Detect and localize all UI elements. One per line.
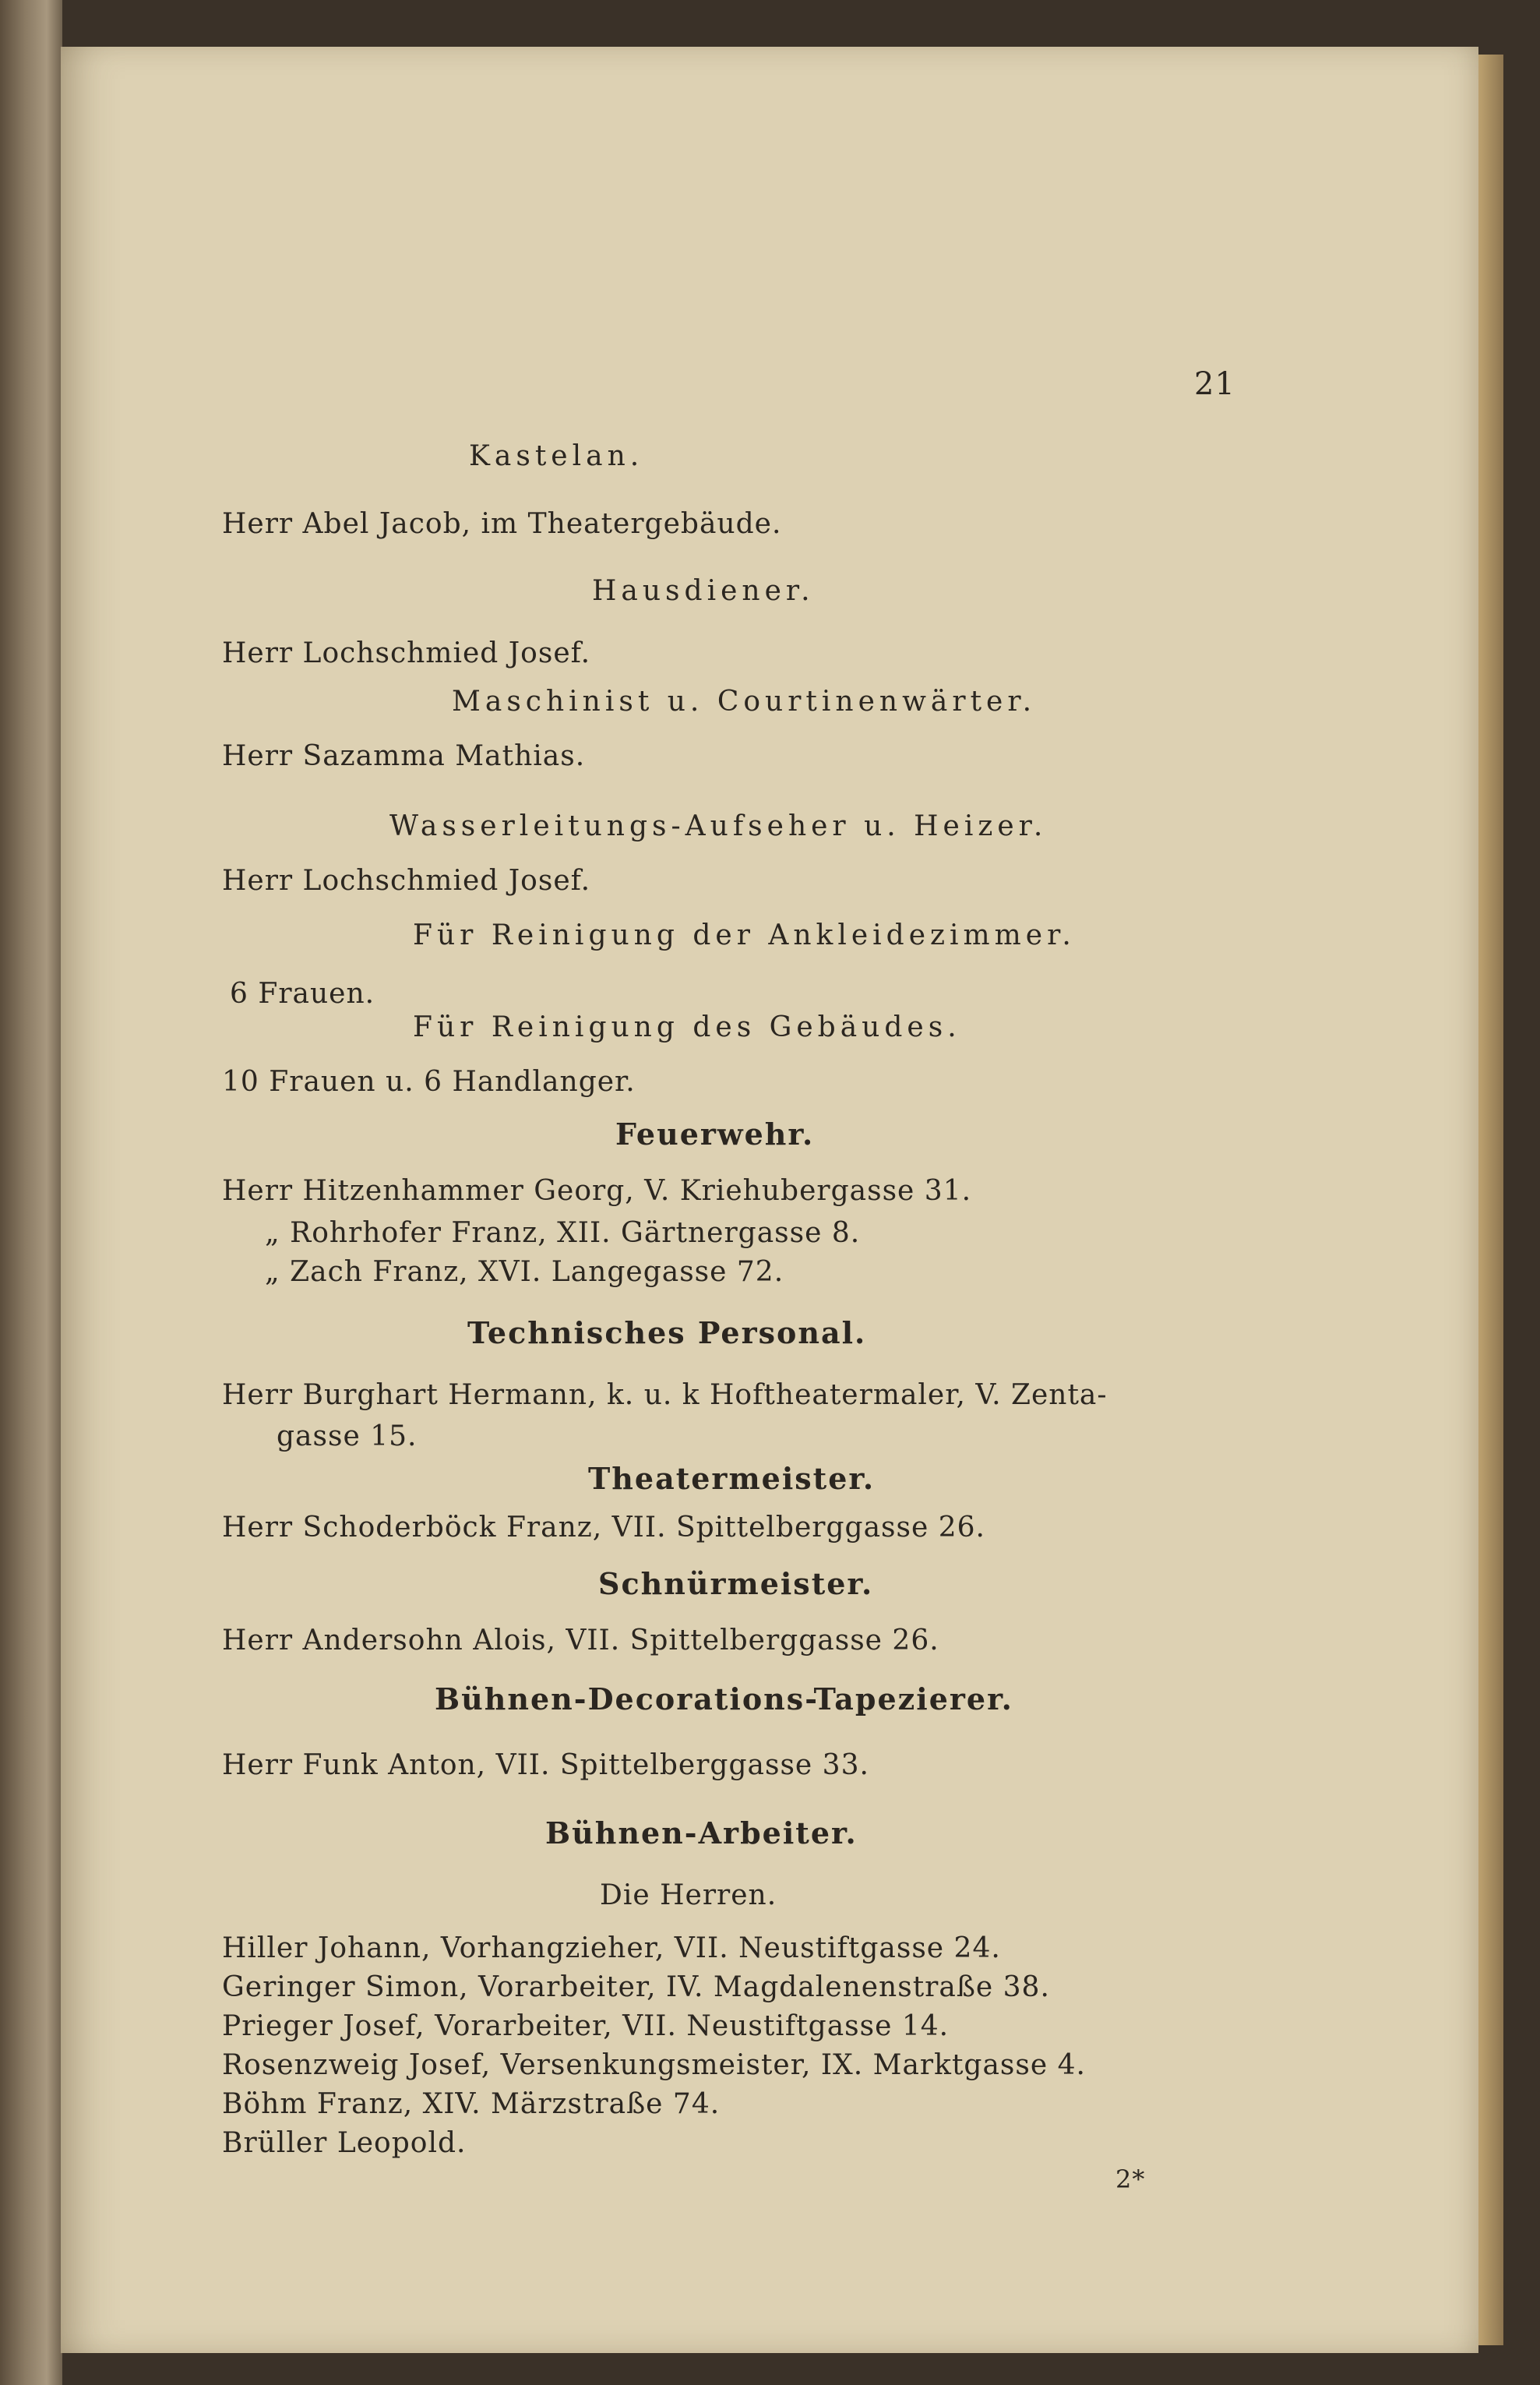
entry-sazamma: Herr Sazamma Mathias. — [222, 740, 586, 772]
heading-feuerwehr: Feuerwehr. — [615, 1117, 815, 1152]
heading-maschinist: Maschinist u. Courtinenwärter. — [452, 686, 1037, 718]
entry-andersohn: Herr Andersohn Alois, VII. Spittelberggasse 26. — [222, 1625, 939, 1656]
entry-burghart-cont: gasse 15. — [277, 1420, 418, 1452]
page-number: 21 — [1194, 366, 1235, 402]
entry-schoderboeck: Herr Schoderböck Franz, VII. Spittelberggasse 26. — [222, 1512, 985, 1544]
heading-reinigung-gebaeude: Für Reinigung des Gebäudes. — [413, 1011, 961, 1043]
entry-boehm: Böhm Franz, XIV. Märzstraße 74. — [222, 2088, 721, 2120]
entry-lochschmied-1: Herr Lochschmied Josef. — [222, 637, 591, 669]
entry-hitzenhammer: Herr Hitzenhammer Georg, V. Kriehubergasse 31. — [222, 1175, 972, 1207]
heading-schnuermeister: Schnürmeister. — [598, 1566, 874, 1601]
heading-theatermeister: Theatermeister. — [588, 1461, 876, 1496]
entry-funk: Herr Funk Anton, VII. Spittelberggasse 33. — [222, 1749, 869, 1781]
signature-mark: 2* — [1115, 2164, 1146, 2194]
heading-hausdiener: Hausdiener. — [592, 575, 815, 607]
entry-rosenzweig: Rosenzweig Josef, Versenkungsmeister, IX. Marktgasse 4. — [222, 2049, 1086, 2081]
entry-hiller: Hiller Johann, Vorhangzieher, VII. Neustiftgasse 24. — [222, 1932, 1001, 1964]
entry-rohrhofer: „ Rohrhofer Franz, XII. Gärtnergasse 8. — [265, 1217, 861, 1249]
entry-geringer: Geringer Simon, Vorarbeiter, IV. Magdalenenstraße 38. — [222, 1971, 1050, 2003]
entry-burghart: Herr Burghart Hermann, k. u. k Hoftheatermaler, V. Zenta- — [222, 1379, 1108, 1411]
left-page-edge — [0, 0, 62, 2385]
entry-lochschmied-2: Herr Lochschmied Josef. — [222, 865, 591, 897]
heading-technisches-personal: Technisches Personal. — [467, 1315, 867, 1350]
heading-wasserleitung: Wasserleitungs-Aufseher u. Heizer. — [389, 810, 1048, 842]
entry-6-frauen: 6 Frauen. — [230, 978, 375, 1010]
heading-reinigung-ankleide: Für Reinigung der Ankleidezimmer. — [413, 919, 1076, 951]
label-die-herren: Die Herren. — [600, 1879, 777, 1911]
entry-prieger: Prieger Josef, Vorarbeiter, VII. Neustiftgasse 14. — [222, 2010, 950, 2042]
entry-abel: Herr Abel Jacob, im Theatergebäude. — [222, 508, 782, 540]
entry-10-frauen: 10 Frauen u. 6 Handlanger. — [222, 1066, 636, 1098]
heading-kastelan: Kastelan. — [469, 440, 644, 472]
entry-zach: „ Zach Franz, XVI. Langegasse 72. — [265, 1256, 784, 1288]
heading-buehnen-arbeiter: Bühnen-Arbeiter. — [545, 1815, 858, 1850]
heading-tapezierer: Bühnen-Decorations-Tapezierer. — [435, 1681, 1013, 1716]
entry-brueller: Brüller Leopold. — [222, 2127, 467, 2159]
